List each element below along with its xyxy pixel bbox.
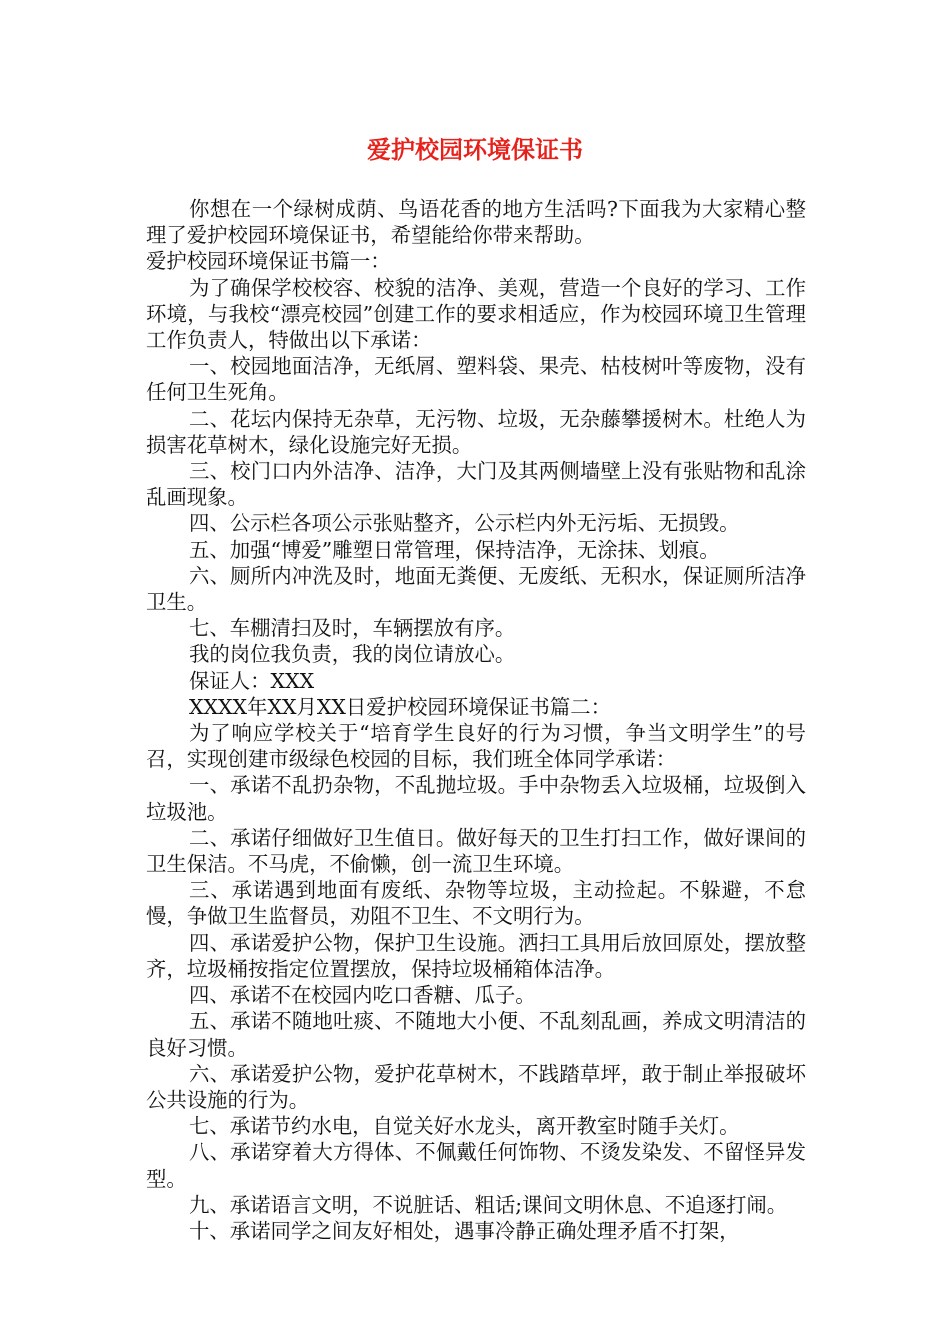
paragraph: 保证人：XXX <box>189 668 315 693</box>
paragraph: 七、车棚清扫及时，车辆摆放有序。 <box>189 616 516 641</box>
paragraph: 三、承诺遇到地面有废纸、杂物等垃圾，主动捡起。不躲避，不怠慢，争做卫生监督员，劝阻不卫生、不文明行为。 <box>146 878 806 929</box>
paragraph: 九、承诺语言文明，不说脏话、粗话;课间文明休息、不追逐打闹。 <box>189 1192 788 1217</box>
paragraph: 爱护校园环境保证书篇一： <box>146 249 391 274</box>
paragraph: 五、加强“博爱”雕塑日常管理，保持洁净，无涂抹、划痕。 <box>189 537 720 562</box>
paragraph: 一、承诺不乱扔杂物，不乱抛垃圾。手中杂物丢入垃圾桶，垃圾倒入垃圾池。 <box>146 773 806 824</box>
paragraph: 四、公示栏各项公示张贴整齐，公示栏内外无污垢、无损毁。 <box>189 511 740 536</box>
document-title: 爱护校园环境保证书 <box>367 136 583 164</box>
paragraph: 四、承诺爱护公物，保护卫生设施。洒扫工具用后放回原处，摆放整齐，垃圾桶按指定位置摆放，保持垃圾桶箱体洁净。 <box>146 930 806 981</box>
paragraph: 你想在一个绿树成荫、鸟语花香的地方生活吗?下面我为大家精心整理了爱护校园环境保证书，希望能给你带来帮助。 <box>146 197 806 248</box>
paragraph: 二、花坛内保持无杂草，无污物、垃圾，无杂藤攀援树木。杜绝人为损害花草树木，绿化设施完好无损。 <box>146 406 806 457</box>
document-body <box>146 196 806 1244</box>
paragraph: 我的岗位我负责，我的岗位请放心。 <box>189 642 516 667</box>
paragraph: 五、承诺不随地吐痰、不随地大小便、不乱刻乱画，养成文明清洁的良好习惯。 <box>146 1009 806 1060</box>
paragraph: XXXX年XX月XX日爱护校园环境保证书篇二： <box>189 694 611 719</box>
paragraph: 八、承诺穿着大方得体、不佩戴任何饰物、不烫发染发、不留怪异发型。 <box>146 1140 806 1191</box>
paragraph: 二、承诺仔细做好卫生值日。做好每天的卫生打扫工作，做好课间的卫生保洁。不马虎，不偷懒，创一流卫生环境。 <box>146 825 806 877</box>
paragraph: 七、承诺节约水电，自觉关好水龙头，离开教室时随手关灯。 <box>189 1114 740 1139</box>
paragraph: 十、承诺同学之间友好相处，遇事冷静正确处理矛盾不打架， <box>189 1218 740 1243</box>
paragraph: 三、校门口内外洁净、洁净，大门及其两侧墙壁上没有张贴物和乱涂乱画现象。 <box>146 459 806 510</box>
paragraph: 为了确保学校校容、校貌的洁净、美观，营造一个良好的学习、工作环境，与我校“漂亮校园”创建工作的要求相适应，作为校园环境卫生管理工作负责人，特做出以下承诺： <box>146 275 806 353</box>
paragraph: 为了响应学校关于“培育学生良好的行为习惯，争当文明学生”的号召，实现创建市级绿色校园的目标，我们班全体同学承诺： <box>146 721 806 772</box>
paragraph: 四、承诺不在校园内吃口香糖、瓜子。 <box>189 983 536 1008</box>
paragraph: 六、厕所内冲洗及时，地面无粪便、无废纸、无积水，保证厕所洁净卫生。 <box>146 563 806 615</box>
paragraph: 六、承诺爱护公物，爱护花草树木，不践踏草坪，敢于制止举报破坏公共设施的行为。 <box>146 1061 806 1112</box>
paragraph: 一、校园地面洁净，无纸屑、塑料袋、果壳、枯枝树叶等废物，没有任何卫生死角。 <box>146 354 806 405</box>
